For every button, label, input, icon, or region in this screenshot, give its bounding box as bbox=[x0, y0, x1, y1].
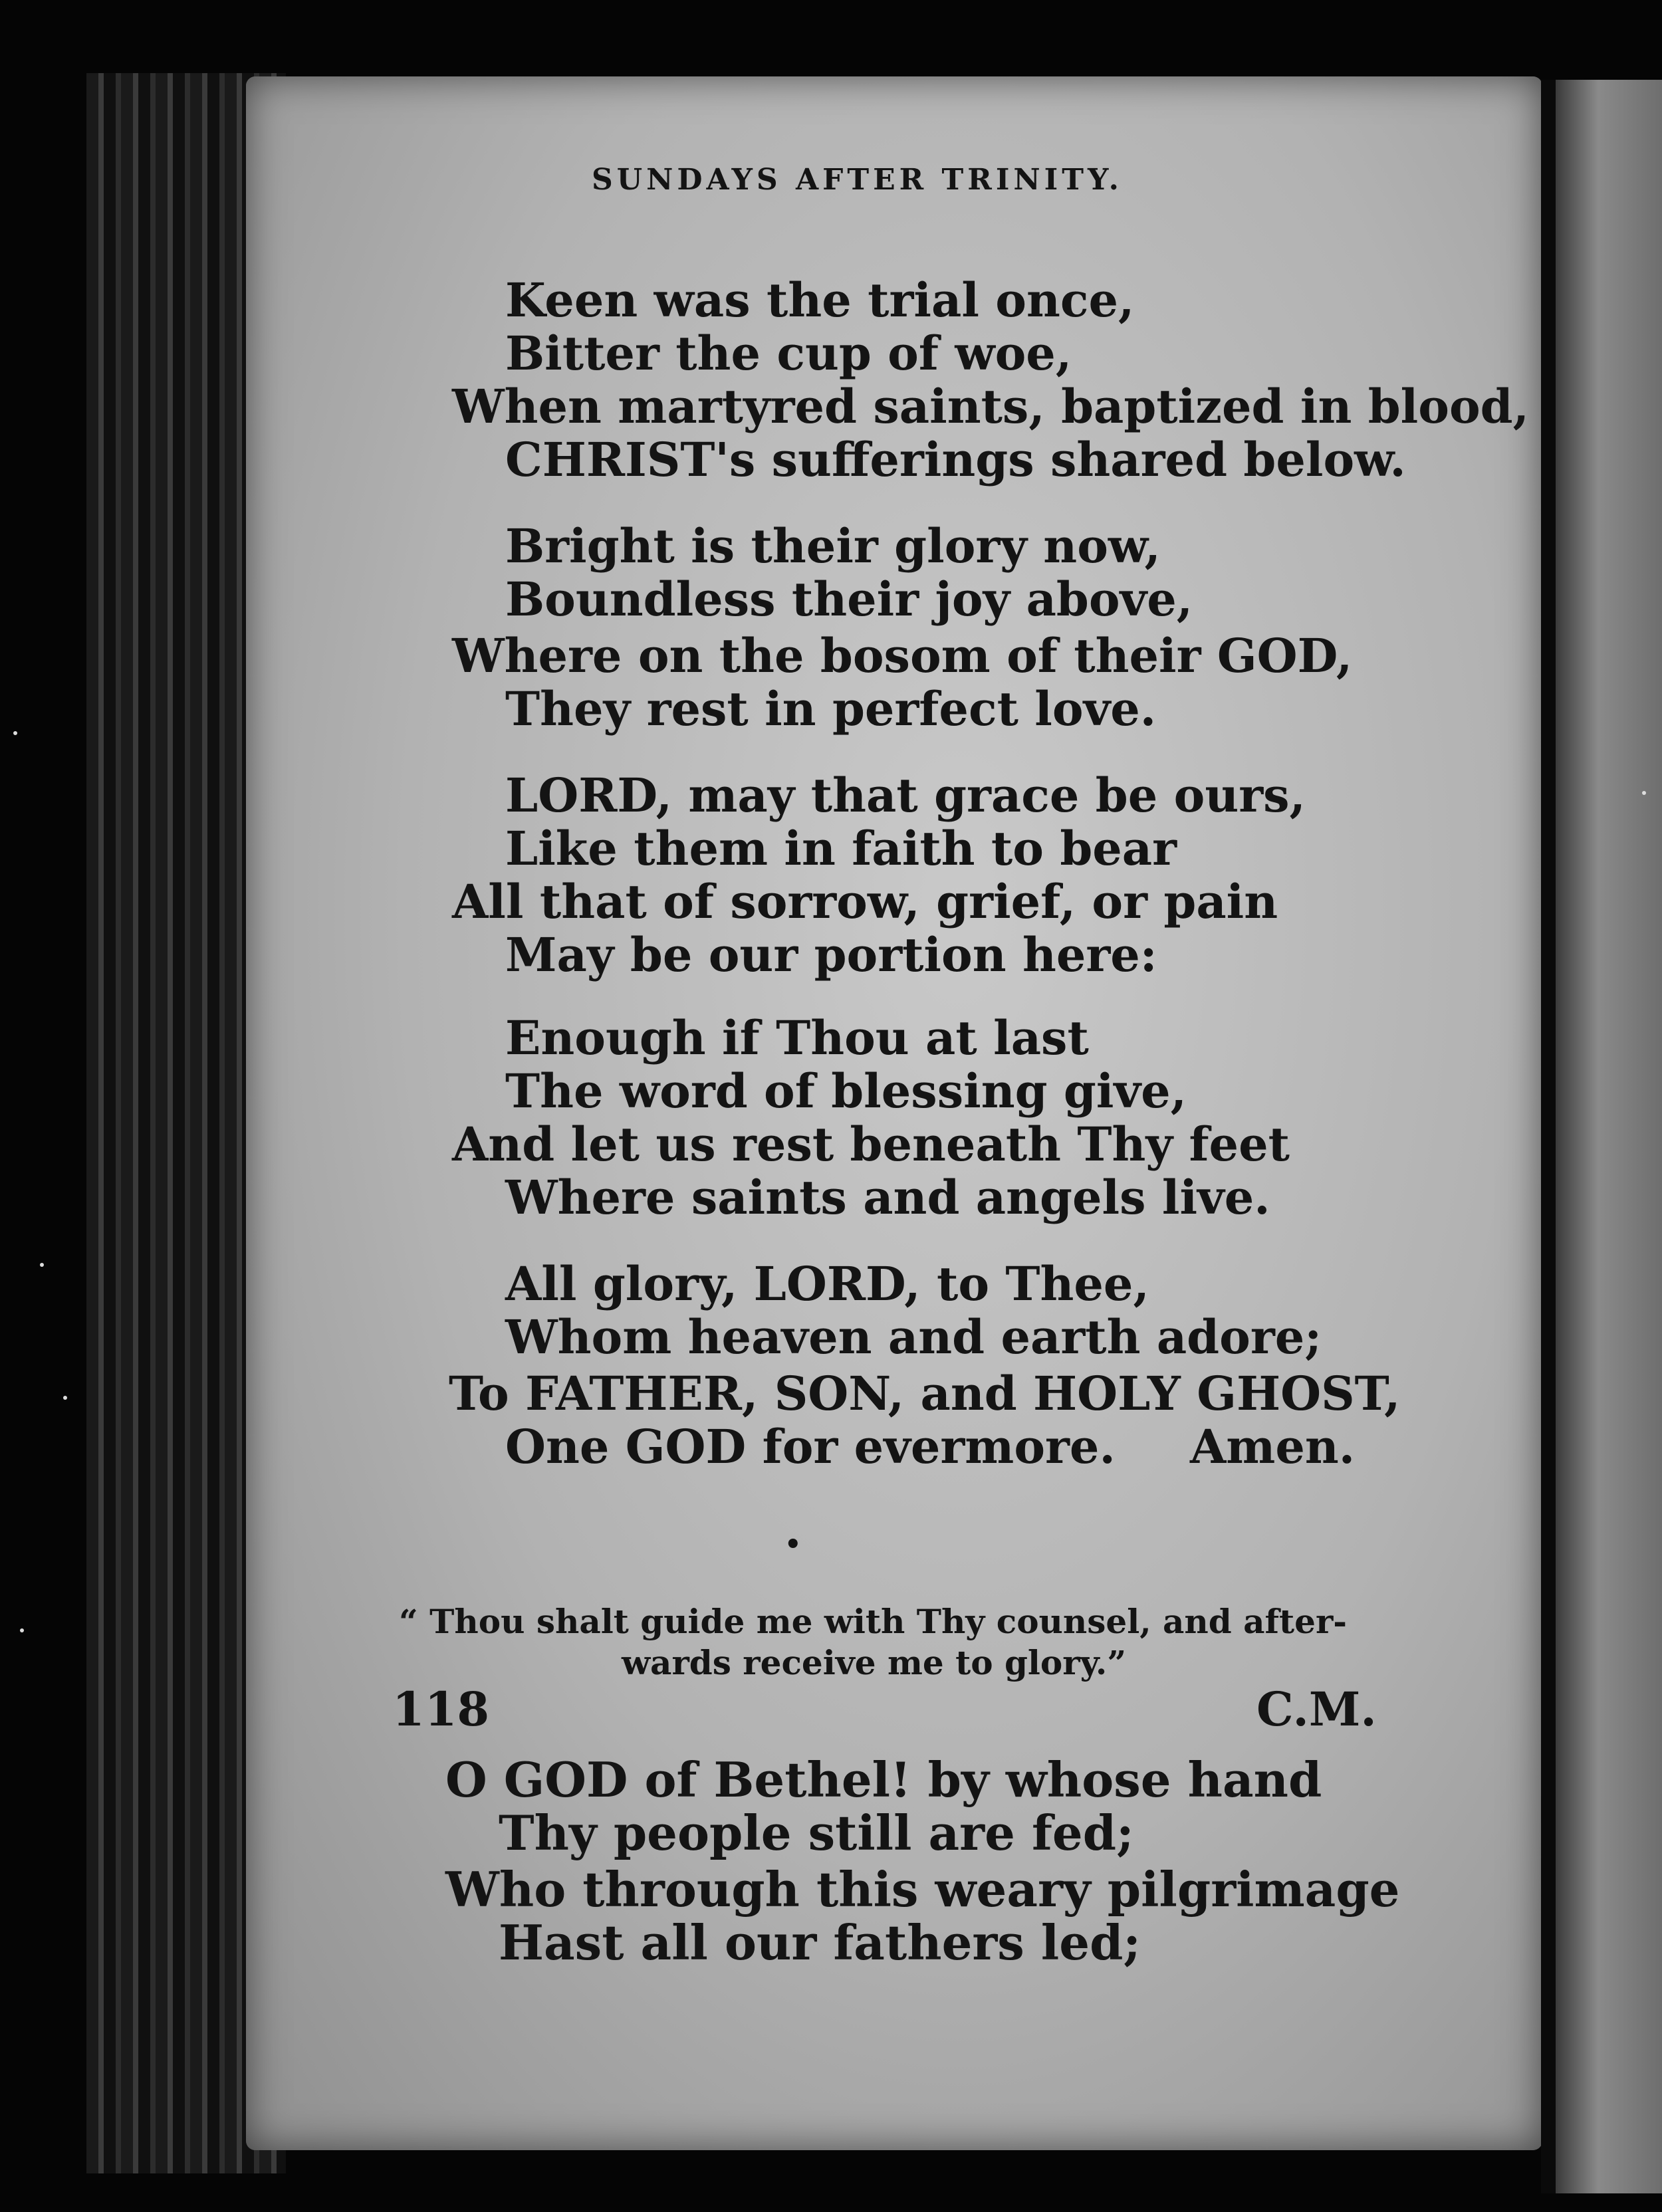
stanza-5-line-2: Whom heaven and earth adore; bbox=[505, 1309, 1322, 1365]
stanza-2-line-1: Bright is their glory now, bbox=[505, 518, 1161, 574]
hymn-line-2: Thy people still are fed; bbox=[499, 1805, 1134, 1861]
hymn-line-3: Who through this weary pilgrimage bbox=[445, 1861, 1400, 1918]
stanza-3-line-3: All that of sorrow, grief, or pain bbox=[452, 874, 1278, 929]
stanza-4-line-3: And let us rest beneath Thy feet bbox=[452, 1117, 1290, 1172]
stanza-1-line-4: CHRIST's sufferings shared below. bbox=[505, 432, 1406, 487]
hymn-line-4: Hast all our fathers led; bbox=[499, 1914, 1141, 1971]
scan-speck bbox=[20, 1628, 24, 1632]
stanza-2-line-4: They rest in perfect love. bbox=[505, 681, 1157, 736]
amen: Amen. bbox=[1190, 1419, 1356, 1474]
stanza-5-line-3: To FATHER, SON, and HOLY GHOST, bbox=[449, 1366, 1401, 1421]
stanza-2-line-3: Where on the bosom of their GOD, bbox=[452, 628, 1353, 683]
scan-speck bbox=[63, 1396, 67, 1400]
stanza-3-line-2: Like them in faith to bear bbox=[505, 821, 1177, 876]
stanza-2-line-2: Boundless their joy above, bbox=[505, 572, 1193, 627]
stanza-4-line-4: Where saints and angels live. bbox=[505, 1170, 1270, 1225]
epigraph-line-2: wards receive me to glory.” bbox=[622, 1643, 1127, 1682]
facing-page-edge bbox=[1556, 80, 1662, 2193]
hymn-number: 118 bbox=[392, 1682, 490, 1737]
hymn-meter: C.M. bbox=[1256, 1682, 1377, 1737]
stanza-3-line-4: May be our portion here: bbox=[505, 927, 1157, 982]
scan-speck bbox=[13, 731, 17, 735]
stanza-5-line-1: All glory, LORD, to Thee, bbox=[505, 1256, 1149, 1311]
stanza-5-line-4: One GOD for evermore. bbox=[505, 1419, 1116, 1474]
book-gutter bbox=[1541, 80, 1556, 2193]
section-bullet: • bbox=[784, 1529, 802, 1560]
running-header: SUNDAYS AFTER TRINITY. bbox=[592, 163, 1124, 197]
stanza-3-line-1: LORD, may that grace be ours, bbox=[505, 768, 1306, 823]
epigraph-line-1: “ Thou shalt guide me with Thy counsel, and after- bbox=[399, 1602, 1348, 1641]
scan-speck bbox=[1642, 791, 1646, 795]
scan-speck bbox=[40, 1263, 44, 1267]
stanza-4-line-1: Enough if Thou at last bbox=[505, 1010, 1089, 1065]
stanza-1-line-1: Keen was the trial once, bbox=[505, 273, 1135, 328]
stanza-1-line-2: Bitter the cup of woe, bbox=[505, 326, 1072, 381]
hymn-line-1: O GOD of Bethel! by whose hand bbox=[445, 1751, 1322, 1808]
stanza-1-line-3: When martyred saints, baptized in blood, bbox=[452, 379, 1529, 434]
stanza-4-line-2: The word of blessing give, bbox=[505, 1063, 1187, 1119]
